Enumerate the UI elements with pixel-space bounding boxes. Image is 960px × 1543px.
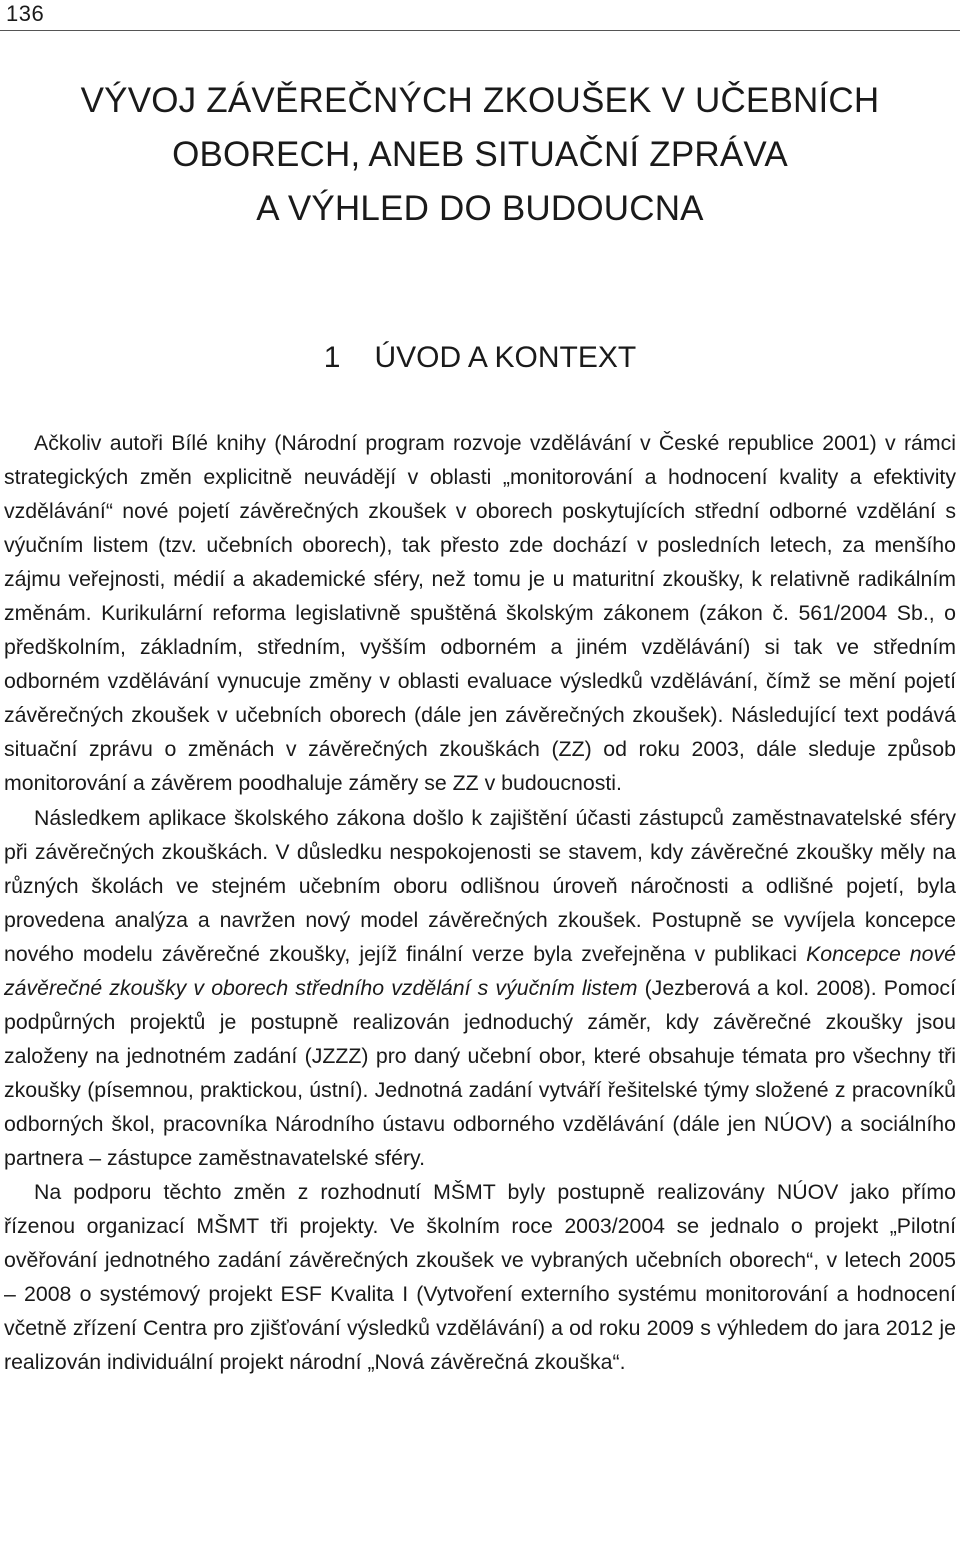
paragraph-2-text-end: (Jezberová a kol. 2008). Pomocí podpůrných projektů je postupně realizován jednoduchý záměr, kdy závěrečné zkoušky jsou založeny na jednotném zadání (JZZZ) pro daný učební obor, které obsahuje témata pro všechny tři zkoušky (písemnou, praktickou, ústní). Jednotná zadání vytváří řešitelské týmy složené z pracovníků odborných škol, pracovníka Národního ústavu odborného vzdělávání (dále jen NÚOV) a sociálního partnera – zástupce zaměstnavatelské sféry. bbox=[4, 975, 956, 1170]
paragraph-2-text-start: Následkem aplikace školského zákona došlo k zajištění účasti zástupců zaměstnavatelské sféry při závěrečných zkouškách. V důsledku nespokojenosti se stavem, kdy závěrečné zkoušky měly na různých školách ve stejném učebním oboru odlišnou úroveň náročnosti a odlišné pojetí, byla provedena analýza a navržen nový model závěrečných zkoušek. Postupně se vyvíjela koncepce nového modelu závěrečné zkoušky, jejíž finální verze byla zveřejněna v publikaci bbox=[4, 805, 956, 966]
chapter-title-line-3: A VÝHLED DO BUDOUCNA bbox=[256, 189, 704, 228]
body-text bbox=[4, 426, 956, 1379]
paragraph-1: Ačkoliv autoři Bílé knihy (Národní program rozvoje vzdělávání v České republice 2001) v rámci strategických změn explicitně neuvádějí v oblasti „monitorování a hodnocení kvality a efektivity vzdělávání“ nové pojetí závěrečných zkoušek v oborech poskytujících střední odborné vzdělání s výučním listem (tzv. učebních oborech), tak přesto zde dochází v posledních letech, za menšího zájmu veřejnosti, médií a akademické sféry, než tomu je u maturitní zkoušky, k relativně radikálním změnám. Kurikulární reforma legislativně spuštěná školským zákonem (zákon č. 561/2004 Sb., o předškolním, základním, středním, vyšším odborném a jiném vzdělávání) si tak ve středním odborném vzdělávání vynucuje změny v oblasti evaluace výsledků vzdělávání, čímž se mění pojetí závěrečných zkoušek v učebních oborech (dále jen závěrečných zkoušek). Následující text podává situační zprávu o změnách v závěrečných zkouškách (ZZ) od roku 2003, dále sleduje způsob monitorování a závěrem poodhaluje záměry se ZZ v budoucnosti. bbox=[4, 431, 956, 796]
chapter-title-line-1: VÝVOJ ZÁVĚREČNÝCH ZKOUŠEK V UČEBNÍCH bbox=[80, 81, 880, 120]
section-title: ÚVOD A KONTEXT bbox=[374, 341, 637, 374]
header-rule bbox=[0, 30, 960, 31]
paragraph-3: Na podporu těchto změn z rozhodnutí MŠMT byly postupně realizovány NÚOV jako přímo řízenou organizací MŠMT tři projekty. Ve školním roce 2003/2004 se jednalo o projekt „Pilotní ověřování jednotného zadání závěrečných zkoušek ve vybraných učebních oborech“, v letech 2005 – 2008 o systémový projekt ESF Kvalita I (Vytvoření externího systému monitorování a hodnocení včetně zřízení Centra pro zjišťování výsledků vzdělávání) a od roku 2009 s výhledem do jara 2012 je realizován individuální projekt národní „Nová závěrečná zkouška“. bbox=[4, 1180, 956, 1375]
page-number: 136 bbox=[6, 1, 45, 26]
publication-title: Koncepce nové závěrečné zkoušky v oborech středního vzdělání s výučním listem bbox=[4, 941, 956, 1000]
chapter-title-line-2: OBORECH, ANEB SITUAČNÍ ZPRÁVA bbox=[172, 135, 788, 174]
section-heading bbox=[0, 334, 960, 382]
paragraph-2 bbox=[4, 801, 956, 1176]
chapter-title bbox=[40, 74, 920, 236]
section-number: 1 bbox=[323, 341, 341, 374]
